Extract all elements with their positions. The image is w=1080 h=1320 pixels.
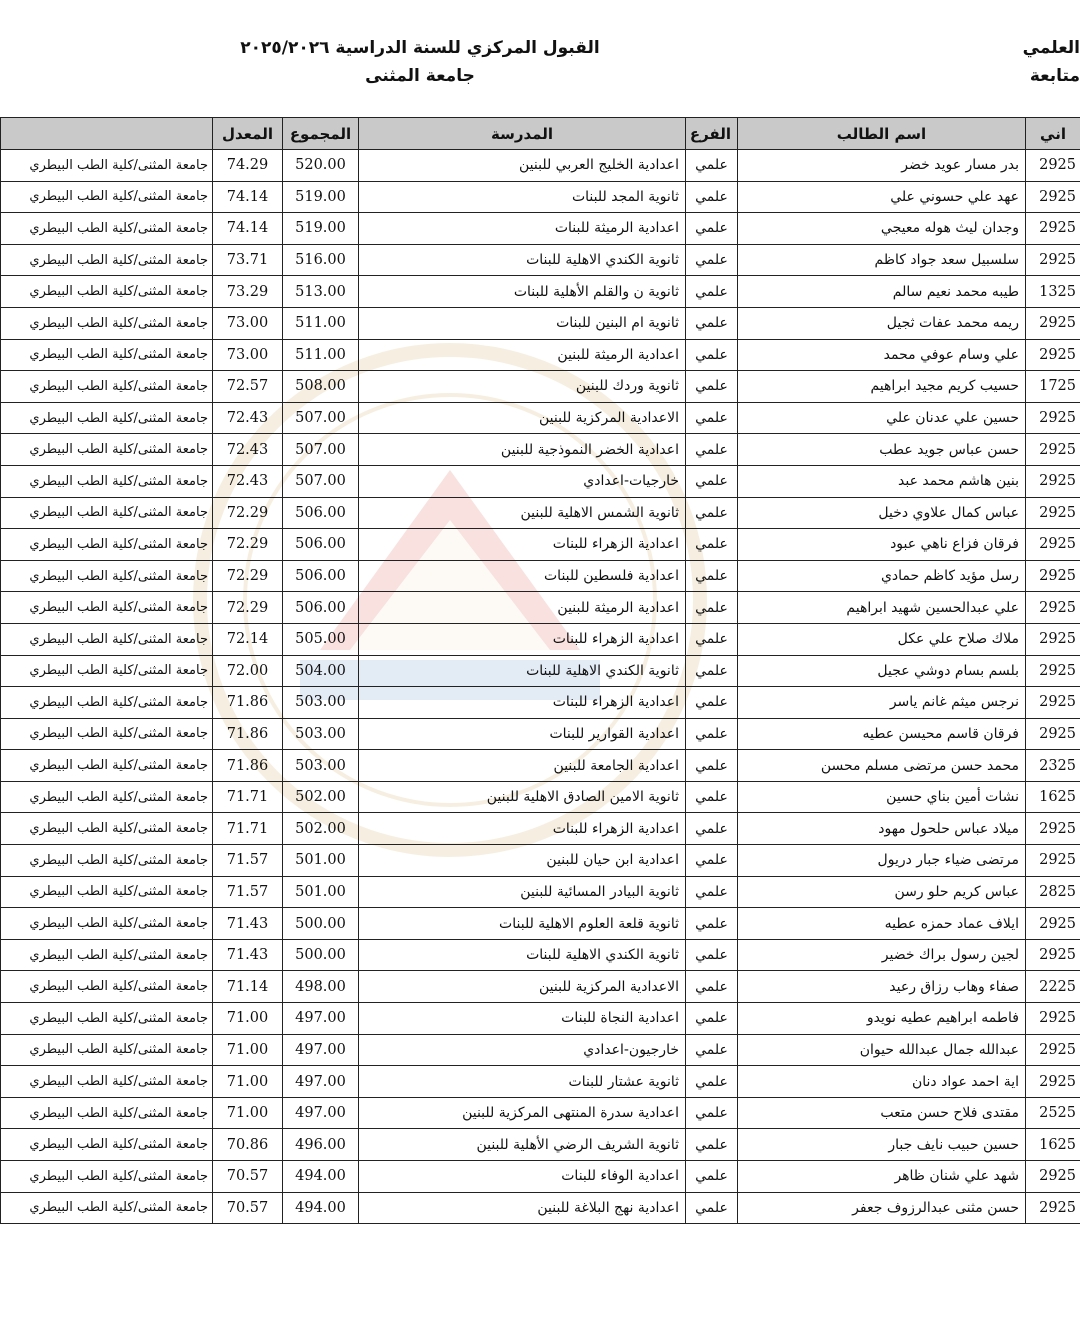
cell-id: 1725	[1026, 371, 1080, 403]
cell-branch: علمي	[686, 939, 738, 971]
cell-total: 496.00	[283, 1129, 359, 1161]
cell-name: اية احمد عواد دنان	[738, 1066, 1026, 1098]
cell-total: 507.00	[283, 434, 359, 466]
cell-school: ثانوية وردك للبنين	[359, 371, 686, 403]
cell-branch: علمي	[686, 529, 738, 561]
col-header-name: اسم الطالب	[738, 118, 1026, 150]
cell-branch: علمي	[686, 213, 738, 245]
cell-id: 2925	[1026, 497, 1080, 529]
cell-branch: علمي	[686, 276, 738, 308]
cell-branch: علمي	[686, 371, 738, 403]
table-row	[1, 529, 1080, 561]
cell-id: 2925	[1026, 307, 1080, 339]
cell-name: صفاء وهاب رزاق رعيد	[738, 971, 1026, 1003]
cell-id: 2825	[1026, 876, 1080, 908]
cell-id: 2925	[1026, 402, 1080, 434]
table-row	[1, 150, 1080, 182]
cell-id: 2925	[1026, 434, 1080, 466]
admissions-table-wrap	[0, 117, 1080, 1224]
table-row	[1, 655, 1080, 687]
cell-college: جامعة المثنى/كلية الطب البيطري	[1, 465, 213, 497]
cell-name: حسن مثنى عبدالرزوف جعفر	[738, 1192, 1026, 1224]
table-row	[1, 687, 1080, 719]
cell-school: ثانوية الكندي الاهلية للبنات	[359, 655, 686, 687]
cell-branch: علمي	[686, 971, 738, 1003]
cell-average: 72.00	[213, 655, 283, 687]
cell-school: الاعدادية المركزية للبنين	[359, 402, 686, 434]
cell-id: 2925	[1026, 181, 1080, 213]
cell-average: 70.57	[213, 1161, 283, 1193]
cell-name: عباس كمال علاوي دخيل	[738, 497, 1026, 529]
cell-id: 2925	[1026, 908, 1080, 940]
cell-id: 2925	[1026, 1192, 1080, 1224]
cell-name: عبدالله جمال عبدالله حيوان	[738, 1034, 1026, 1066]
table-row	[1, 1097, 1080, 1129]
cell-school: اعدادية الزهراء للبنات	[359, 687, 686, 719]
cell-college: جامعة المثنى/كلية الطب البيطري	[1, 434, 213, 466]
header-right-line1: العلمي	[1022, 38, 1080, 58]
cell-branch: علمي	[686, 402, 738, 434]
table-row	[1, 908, 1080, 940]
cell-branch: علمي	[686, 465, 738, 497]
cell-average: 71.00	[213, 1003, 283, 1035]
cell-name: مرتضى ضياء جبار دريول	[738, 845, 1026, 877]
cell-total: 501.00	[283, 845, 359, 877]
table-row	[1, 181, 1080, 213]
cell-college: جامعة المثنى/كلية الطب البيطري	[1, 655, 213, 687]
cell-total: 516.00	[283, 244, 359, 276]
table-row	[1, 465, 1080, 497]
cell-college: جامعة المثنى/كلية الطب البيطري	[1, 908, 213, 940]
cell-name: فرقان فزاع ناهي عبود	[738, 529, 1026, 561]
cell-branch: علمي	[686, 1192, 738, 1224]
cell-id: 1325	[1026, 276, 1080, 308]
table-row	[1, 371, 1080, 403]
cell-college: جامعة المثنى/كلية الطب البيطري	[1, 1097, 213, 1129]
table-row	[1, 1129, 1080, 1161]
cell-total: 519.00	[283, 213, 359, 245]
cell-college: جامعة المثنى/كلية الطب البيطري	[1, 244, 213, 276]
cell-total: 497.00	[283, 1066, 359, 1098]
table-row	[1, 402, 1080, 434]
cell-college: جامعة المثنى/كلية الطب البيطري	[1, 623, 213, 655]
cell-college: جامعة المثنى/كلية الطب البيطري	[1, 497, 213, 529]
cell-id: 2925	[1026, 592, 1080, 624]
cell-branch: علمي	[686, 1034, 738, 1066]
table-row	[1, 781, 1080, 813]
cell-branch: علمي	[686, 181, 738, 213]
cell-college: جامعة المثنى/كلية الطب البيطري	[1, 687, 213, 719]
cell-college: جامعة المثنى/كلية الطب البيطري	[1, 213, 213, 245]
cell-branch: علمي	[686, 623, 738, 655]
cell-name: بلسم بسام دوشي عجيل	[738, 655, 1026, 687]
cell-average: 72.43	[213, 465, 283, 497]
cell-average: 72.29	[213, 592, 283, 624]
cell-name: حسين حبيب نايف جبار	[738, 1129, 1026, 1161]
cell-total: 502.00	[283, 781, 359, 813]
cell-school: خارجيون-اعدادي	[359, 1034, 686, 1066]
cell-id: 2925	[1026, 1066, 1080, 1098]
table-body	[1, 150, 1080, 1224]
cell-name: ملاك صلاح علي عكل	[738, 623, 1026, 655]
cell-college: جامعة المثنى/كلية الطب البيطري	[1, 813, 213, 845]
col-header-branch: الفرع	[686, 118, 738, 150]
cell-id: 2925	[1026, 150, 1080, 182]
cell-college: جامعة المثنى/كلية الطب البيطري	[1, 781, 213, 813]
cell-average: 73.00	[213, 339, 283, 371]
cell-average: 71.71	[213, 781, 283, 813]
cell-college: جامعة المثنى/كلية الطب البيطري	[1, 402, 213, 434]
cell-id: 2925	[1026, 529, 1080, 561]
cell-name: عهد علي حسوني علي	[738, 181, 1026, 213]
cell-id: 2525	[1026, 1097, 1080, 1129]
cell-total: 503.00	[283, 750, 359, 782]
cell-average: 72.29	[213, 529, 283, 561]
table-row	[1, 339, 1080, 371]
col-header-college	[1, 118, 213, 150]
cell-school: الاعدادية المركزية للبنين	[359, 971, 686, 1003]
table-row	[1, 1161, 1080, 1193]
cell-total: 508.00	[283, 371, 359, 403]
table-row	[1, 623, 1080, 655]
cell-branch: علمي	[686, 687, 738, 719]
cell-id: 2925	[1026, 213, 1080, 245]
cell-average: 71.43	[213, 908, 283, 940]
cell-name: محمد حسن مرتضى مسلم محسن	[738, 750, 1026, 782]
cell-average: 72.29	[213, 560, 283, 592]
col-header-id: اني	[1026, 118, 1080, 150]
cell-branch: علمي	[686, 150, 738, 182]
cell-average: 73.00	[213, 307, 283, 339]
cell-branch: علمي	[686, 244, 738, 276]
cell-name: حسين علي عدنان علي	[738, 402, 1026, 434]
cell-average: 71.43	[213, 939, 283, 971]
header-right-block	[1023, 34, 1080, 90]
cell-name: ميلاد عباس حلحول مهود	[738, 813, 1026, 845]
cell-id: 2925	[1026, 1003, 1080, 1035]
cell-total: 498.00	[283, 971, 359, 1003]
cell-total: 503.00	[283, 718, 359, 750]
cell-school: اعدادية نهج البلاغة للبنين	[359, 1192, 686, 1224]
cell-name: علي عبدالحسين شهيد ابراهيم	[738, 592, 1026, 624]
cell-name: ايلاف عماد حمزه عطيه	[738, 908, 1026, 940]
table-header-row	[1, 118, 1080, 150]
cell-school: اعدادية الرميثة للبنين	[359, 592, 686, 624]
cell-id: 2925	[1026, 718, 1080, 750]
table-row	[1, 592, 1080, 624]
cell-total: 502.00	[283, 813, 359, 845]
cell-school: ثانوية البيادر المسائية للبنين	[359, 876, 686, 908]
cell-total: 500.00	[283, 939, 359, 971]
cell-branch: علمي	[686, 434, 738, 466]
cell-average: 74.14	[213, 213, 283, 245]
cell-average: 71.00	[213, 1097, 283, 1129]
cell-id: 2325	[1026, 750, 1080, 782]
cell-school: اعدادية سدرة المنتهى المركزية للبنين	[359, 1097, 686, 1129]
cell-school: اعدادية النجاة للبنات	[359, 1003, 686, 1035]
cell-college: جامعة المثنى/كلية الطب البيطري	[1, 339, 213, 371]
cell-total: 511.00	[283, 307, 359, 339]
cell-average: 71.57	[213, 845, 283, 877]
cell-school: اعدادية الزهراء للبنات	[359, 623, 686, 655]
cell-branch: علمي	[686, 718, 738, 750]
table-row	[1, 1192, 1080, 1224]
cell-name: مقتدى فلاح حسن متعب	[738, 1097, 1026, 1129]
header-right-line2: متابعة	[1029, 66, 1080, 86]
cell-school: ثانوية عشتار للبنات	[359, 1066, 686, 1098]
cell-average: 71.57	[213, 876, 283, 908]
cell-college: جامعة المثنى/كلية الطب البيطري	[1, 1129, 213, 1161]
cell-branch: علمي	[686, 845, 738, 877]
cell-college: جامعة المثنى/كلية الطب البيطري	[1, 1066, 213, 1098]
cell-college: جامعة المثنى/كلية الطب البيطري	[1, 592, 213, 624]
cell-id: 2925	[1026, 244, 1080, 276]
cell-college: جامعة المثنى/كلية الطب البيطري	[1, 276, 213, 308]
cell-name: وجدان ليث هوله معيجي	[738, 213, 1026, 245]
cell-branch: علمي	[686, 1066, 738, 1098]
cell-school: ثانوية ن والقلم الأهلية للبنات	[359, 276, 686, 308]
cell-school: اعدادية ابن حيان للبنين	[359, 845, 686, 877]
cell-branch: علمي	[686, 781, 738, 813]
cell-name: فرقان قاسم محيسن عطيه	[738, 718, 1026, 750]
cell-id: 2925	[1026, 623, 1080, 655]
document-header	[230, 34, 610, 90]
cell-average: 72.43	[213, 402, 283, 434]
cell-school: خارجيات-اعدادي	[359, 465, 686, 497]
cell-total: 500.00	[283, 908, 359, 940]
cell-school: اعدادية الخضر النموذجية للبنين	[359, 434, 686, 466]
cell-total: 497.00	[283, 1097, 359, 1129]
cell-name: حسيب كريم مجيد ابراهيم	[738, 371, 1026, 403]
cell-total: 504.00	[283, 655, 359, 687]
cell-branch: علمي	[686, 497, 738, 529]
cell-branch: علمي	[686, 876, 738, 908]
cell-total: 506.00	[283, 529, 359, 561]
cell-total: 505.00	[283, 623, 359, 655]
cell-average: 71.14	[213, 971, 283, 1003]
table-row	[1, 718, 1080, 750]
cell-id: 2925	[1026, 655, 1080, 687]
cell-id: 2925	[1026, 813, 1080, 845]
cell-id: 2925	[1026, 845, 1080, 877]
cell-school: ثانوية الكندي الاهلية للبنات	[359, 939, 686, 971]
cell-college: جامعة المثنى/كلية الطب البيطري	[1, 529, 213, 561]
cell-total: 497.00	[283, 1034, 359, 1066]
cell-average: 71.86	[213, 750, 283, 782]
table-row	[1, 813, 1080, 845]
cell-name: علي وسام عوفي محمد	[738, 339, 1026, 371]
cell-college: جامعة المثنى/كلية الطب البيطري	[1, 750, 213, 782]
cell-college: جامعة المثنى/كلية الطب البيطري	[1, 181, 213, 213]
cell-id: 2925	[1026, 687, 1080, 719]
cell-total: 520.00	[283, 150, 359, 182]
cell-id: 2225	[1026, 971, 1080, 1003]
cell-average: 71.86	[213, 718, 283, 750]
cell-school: ثانوية الامين الصادق الاهلية للبنين	[359, 781, 686, 813]
cell-college: جامعة المثنى/كلية الطب البيطري	[1, 1034, 213, 1066]
cell-school: ثانوية المجد للبنات	[359, 181, 686, 213]
cell-id: 1625	[1026, 1129, 1080, 1161]
cell-name: بنين هاشم محمد عبد	[738, 465, 1026, 497]
cell-branch: علمي	[686, 655, 738, 687]
cell-average: 74.29	[213, 150, 283, 182]
cell-college: جامعة المثنى/كلية الطب البيطري	[1, 1192, 213, 1224]
cell-total: 506.00	[283, 560, 359, 592]
cell-college: جامعة المثنى/كلية الطب البيطري	[1, 718, 213, 750]
cell-school: اعدادية الوفاء للبنات	[359, 1161, 686, 1193]
cell-school: ثانوية الشريف الرضي الأهلية للبنين	[359, 1129, 686, 1161]
cell-name: بدر مسار عويد خضر	[738, 150, 1026, 182]
table-row	[1, 560, 1080, 592]
cell-college: جامعة المثنى/كلية الطب البيطري	[1, 371, 213, 403]
cell-name: شهد علي شنان ظاهر	[738, 1161, 1026, 1193]
cell-id: 2925	[1026, 465, 1080, 497]
table-row	[1, 1003, 1080, 1035]
cell-college: جامعة المثنى/كلية الطب البيطري	[1, 1003, 213, 1035]
cell-name: ريمه محمد عفات ثجيل	[738, 307, 1026, 339]
cell-total: 519.00	[283, 181, 359, 213]
cell-school: اعدادية الخليج العربي للبنين	[359, 150, 686, 182]
cell-total: 506.00	[283, 497, 359, 529]
cell-school: اعدادية الزهراء للبنات	[359, 813, 686, 845]
table-row	[1, 1034, 1080, 1066]
cell-branch: علمي	[686, 1097, 738, 1129]
cell-name: رسل مؤيد كاظم حمادي	[738, 560, 1026, 592]
cell-average: 73.29	[213, 276, 283, 308]
cell-college: جامعة المثنى/كلية الطب البيطري	[1, 150, 213, 182]
cell-average: 72.57	[213, 371, 283, 403]
cell-id: 2925	[1026, 560, 1080, 592]
table-row	[1, 497, 1080, 529]
cell-name: نرجس ميثم غانم ياسر	[738, 687, 1026, 719]
cell-branch: علمي	[686, 1129, 738, 1161]
cell-school: ثانوية قلعة العلوم الاهلية للبنات	[359, 908, 686, 940]
cell-id: 1625	[1026, 781, 1080, 813]
cell-name: طيبه محمد نعيم سالم	[738, 276, 1026, 308]
table-row	[1, 1066, 1080, 1098]
cell-school: اعدادية فلسطين للبنات	[359, 560, 686, 592]
table-row	[1, 244, 1080, 276]
cell-average: 72.43	[213, 434, 283, 466]
cell-average: 71.71	[213, 813, 283, 845]
header-title: القبول المركزي للسنة الدراسية ٢٠٢٥/٢٠٢٦	[240, 38, 600, 58]
cell-school: اعدادية الرميثة للبنات	[359, 213, 686, 245]
cell-branch: علمي	[686, 339, 738, 371]
table-row	[1, 434, 1080, 466]
cell-total: 503.00	[283, 687, 359, 719]
cell-average: 71.00	[213, 1066, 283, 1098]
cell-id: 2925	[1026, 339, 1080, 371]
table-row	[1, 213, 1080, 245]
cell-college: جامعة المثنى/كلية الطب البيطري	[1, 307, 213, 339]
cell-total: 507.00	[283, 465, 359, 497]
cell-id: 2925	[1026, 939, 1080, 971]
cell-branch: علمي	[686, 1003, 738, 1035]
cell-id: 2925	[1026, 1161, 1080, 1193]
cell-college: جامعة المثنى/كلية الطب البيطري	[1, 876, 213, 908]
cell-name: عباس كريم حلو رسن	[738, 876, 1026, 908]
cell-average: 70.86	[213, 1129, 283, 1161]
cell-total: 507.00	[283, 402, 359, 434]
cell-school: ثانوية ام البنين للبنات	[359, 307, 686, 339]
cell-average: 71.86	[213, 687, 283, 719]
cell-college: جامعة المثنى/كلية الطب البيطري	[1, 971, 213, 1003]
cell-branch: علمي	[686, 1161, 738, 1193]
cell-name: لجين رسول براك خضير	[738, 939, 1026, 971]
cell-school: اعدادية الجامعة للبنين	[359, 750, 686, 782]
table-row	[1, 750, 1080, 782]
header-university: جامعة المثنى	[365, 66, 475, 86]
cell-branch: علمي	[686, 750, 738, 782]
cell-average: 71.00	[213, 1034, 283, 1066]
table-row	[1, 939, 1080, 971]
cell-branch: علمي	[686, 560, 738, 592]
cell-school: ثانوية الكندي الاهلية للبنات	[359, 244, 686, 276]
cell-total: 494.00	[283, 1161, 359, 1193]
cell-average: 72.14	[213, 623, 283, 655]
cell-total: 494.00	[283, 1192, 359, 1224]
cell-school: اعدادية القوارير للبنات	[359, 718, 686, 750]
cell-name: حسن عباس جويد عطب	[738, 434, 1026, 466]
table-row	[1, 971, 1080, 1003]
cell-average: 74.14	[213, 181, 283, 213]
cell-id: 2925	[1026, 1034, 1080, 1066]
table-row	[1, 845, 1080, 877]
cell-total: 497.00	[283, 1003, 359, 1035]
cell-branch: علمي	[686, 307, 738, 339]
cell-name: سلسبيل سعد جواد كاظم	[738, 244, 1026, 276]
cell-school: اعدادية الزهراء للبنات	[359, 529, 686, 561]
cell-total: 506.00	[283, 592, 359, 624]
admissions-table	[0, 117, 1080, 1224]
col-header-average: المعدل	[213, 118, 283, 150]
cell-total: 511.00	[283, 339, 359, 371]
table-row	[1, 876, 1080, 908]
col-header-school: المدرسة	[359, 118, 686, 150]
cell-school: ثانوية الشمس الاهلية للبنين	[359, 497, 686, 529]
cell-branch: علمي	[686, 908, 738, 940]
cell-branch: علمي	[686, 813, 738, 845]
cell-average: 73.71	[213, 244, 283, 276]
cell-college: جامعة المثنى/كلية الطب البيطري	[1, 939, 213, 971]
cell-branch: علمي	[686, 592, 738, 624]
cell-name: فاطمه ابراهيم عطيه نويدو	[738, 1003, 1026, 1035]
cell-college: جامعة المثنى/كلية الطب البيطري	[1, 560, 213, 592]
cell-total: 513.00	[283, 276, 359, 308]
table-row	[1, 276, 1080, 308]
cell-college: جامعة المثنى/كلية الطب البيطري	[1, 845, 213, 877]
cell-school: اعدادية الرميثة للبنين	[359, 339, 686, 371]
cell-average: 70.57	[213, 1192, 283, 1224]
cell-name: نشات أمين بناي حسين	[738, 781, 1026, 813]
col-header-total: المجموع	[283, 118, 359, 150]
table-row	[1, 307, 1080, 339]
cell-total: 501.00	[283, 876, 359, 908]
cell-average: 72.29	[213, 497, 283, 529]
cell-college: جامعة المثنى/كلية الطب البيطري	[1, 1161, 213, 1193]
